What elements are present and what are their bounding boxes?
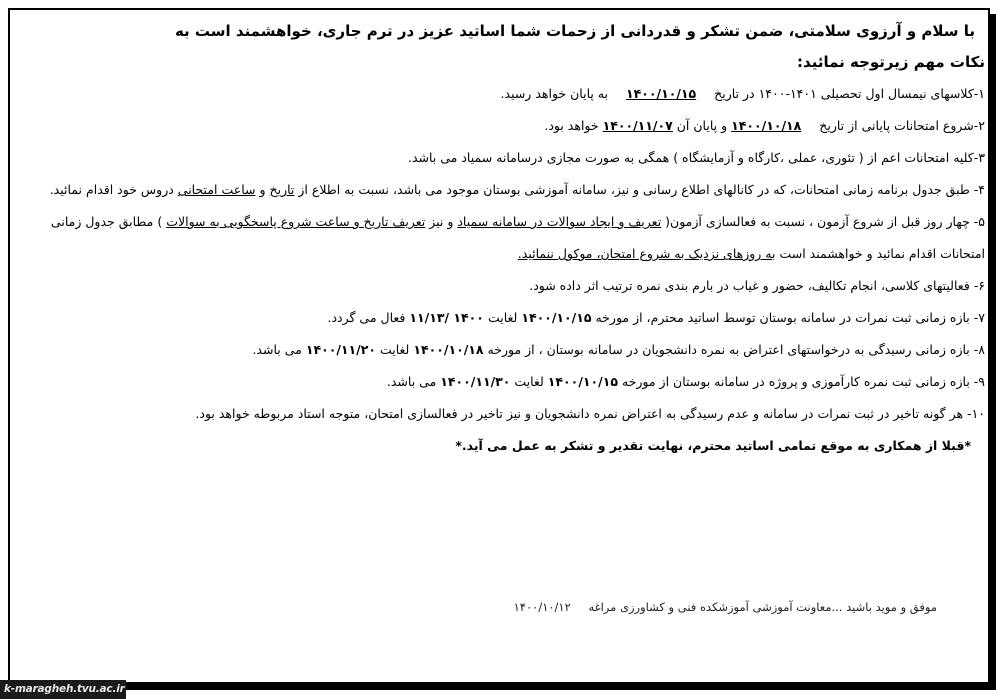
list-item-5 [22, 206, 985, 270]
list-item-4 [22, 174, 985, 206]
greeting-line-1: با سلام و آرزوی سلامتی، ضمن تشکر و قدردانی از زحمات شما اساتید عزیز در ترم جاری، خواهشمند است به [174, 22, 975, 40]
item-8-end-date: ۱۴۰۰/۱۱/۲۰ [305, 342, 376, 357]
item-2-text: ۲-شروع امتحانات پایانی از تاریخ [819, 118, 985, 133]
item-3-text: ۳-کلیه امتحانات اعم از ( تئوری، عملی ،کارگاه و آزمایشگاه ) همگی به صورت مجازی درسامانه سمیاد می باشد. [407, 150, 985, 165]
item-5-underline-1: تعریف و ایجاد سوالات در سامانه سمیاد [457, 214, 662, 229]
greeting-line-2: نکات مهم زیرتوجه نمائید: [797, 53, 985, 71]
list-item-1 [22, 78, 985, 110]
list-item-10 [22, 398, 985, 430]
item-7-text: ۷- بازه زمانی ثبت نمرات در سامانه بوستان توسط اساتید محترم، از مورخه [595, 310, 985, 325]
item-1-date: ۱۴۰۰/۱۰/۱۵ [626, 86, 697, 101]
list-item-3 [22, 142, 985, 174]
item-4-text: ۴- طبق جدول برنامه زمانی امتحانات، که در کانالهای اطلاع رسانی و نیز، سامانه آموزشی بوستان موجود می باشد، نسبت به اطلاع از [298, 182, 985, 197]
item-1-text: ۱-کلاسهای نیمسال اول تحصیلی ۱۴۰۱-۱۴۰۰ در تاریخ [714, 86, 985, 101]
item-5-mid-2: ) مطابق جدول زمانی امتحانات اقدام نمائید و خواهشمند است [50, 214, 985, 261]
item-2-start-date: ۱۴۰۰/۱۰/۱۸ [731, 118, 802, 133]
item-9-end-date: ۱۴۰۰/۱۱/۳۰ [440, 374, 511, 389]
list-item-9 [22, 366, 985, 398]
item-5-text: ۵- چهار روز قبل از شروع آزمون ، نسبت به فعالسازی آزمون( [665, 214, 985, 229]
item-5-mid: و نیز [429, 214, 454, 229]
item-8-text: ۸- بازه زمانی رسیدگی به درخواستهای اعتراض به نمره دانشجویان در سامانه بوستان ، از مورخه [487, 342, 985, 357]
item-7-mid: لغایت [487, 310, 518, 325]
signature-text: موفق و موید باشید ...معاونت آموزشی آموزشکده فنی و کشاورزی مراغه [588, 600, 937, 614]
item-7-end: فعال می گردد. [327, 310, 406, 325]
item-4-underline-date: تاریخ [269, 182, 295, 197]
item-9-mid: لغایت [514, 374, 544, 389]
item-8-end: می باشد. [252, 342, 302, 357]
item-7-end-date: ۱۴۰۰ /۱۱/۱۳ [409, 310, 484, 325]
signature-line [514, 600, 937, 614]
item-9-text: ۹- بازه زمانی ثبت نمره کارآموزی و پروژه در سامانه بوستان از مورخه [621, 374, 985, 389]
item-5-underline-3: به روزهای نزدیک به شروع امتحان، موکول ننمائید. [517, 246, 776, 261]
signature-date: ۱۴۰۰/۱۰/۱۲ [513, 600, 571, 614]
item-10-text: ۱۰- هر گونه تاخیر در ثبت نمرات در سامانه و عدم رسیدگی به اعتراض نمره دانشجویان و نیز تاخیر در فعالسازی امتحان، متوجه استاد مربوطه خواهد بود. [195, 406, 985, 421]
greeting [22, 16, 985, 78]
item-4-and: و [259, 182, 266, 197]
list-item-2 [22, 110, 985, 142]
item-8-mid: لغایت [379, 342, 410, 357]
item-5-underline-2: تعریف تاریخ و ساعت شروع پاسخگویی به سوالات [166, 214, 426, 229]
item-1-end: به پایان خواهد رسید. [500, 86, 609, 101]
list-item-8 [22, 334, 985, 366]
closing-note: *قبلا از همکاری به موقع تمامی اساتید محترم، نهایت تقدیر و تشکر به عمل می آید.* [455, 438, 971, 453]
item-8-start-date: ۱۴۰۰/۱۰/۱۸ [413, 342, 484, 357]
announcement-body [22, 16, 985, 462]
site-url-logo: k-maragheh.tvu.ac.ir [0, 680, 126, 699]
item-9-end: می باشد. [386, 374, 437, 389]
list-item-7 [22, 302, 985, 334]
item-7-start-date: ۱۴۰۰/۱۰/۱۵ [521, 310, 592, 325]
item-2-end: خواهد بود. [544, 118, 599, 133]
item-2-mid: و پایان آن [676, 118, 728, 133]
item-4-underline-time: ساعت امتحانی [177, 182, 256, 197]
item-6-text: ۶- فعالیتهای کلاسی، انجام تکالیف، حضور و غیاب در بارم بندی نمره ترتیب اثر داده شود. [529, 278, 985, 293]
item-2-end-date: ۱۴۰۰/۱۱/۰۷ [602, 118, 673, 133]
item-9-start-date: ۱۴۰۰/۱۰/۱۵ [547, 374, 618, 389]
item-4-end: دروس خود اقدام نمائید. [49, 182, 174, 197]
list-item-6 [22, 270, 985, 302]
